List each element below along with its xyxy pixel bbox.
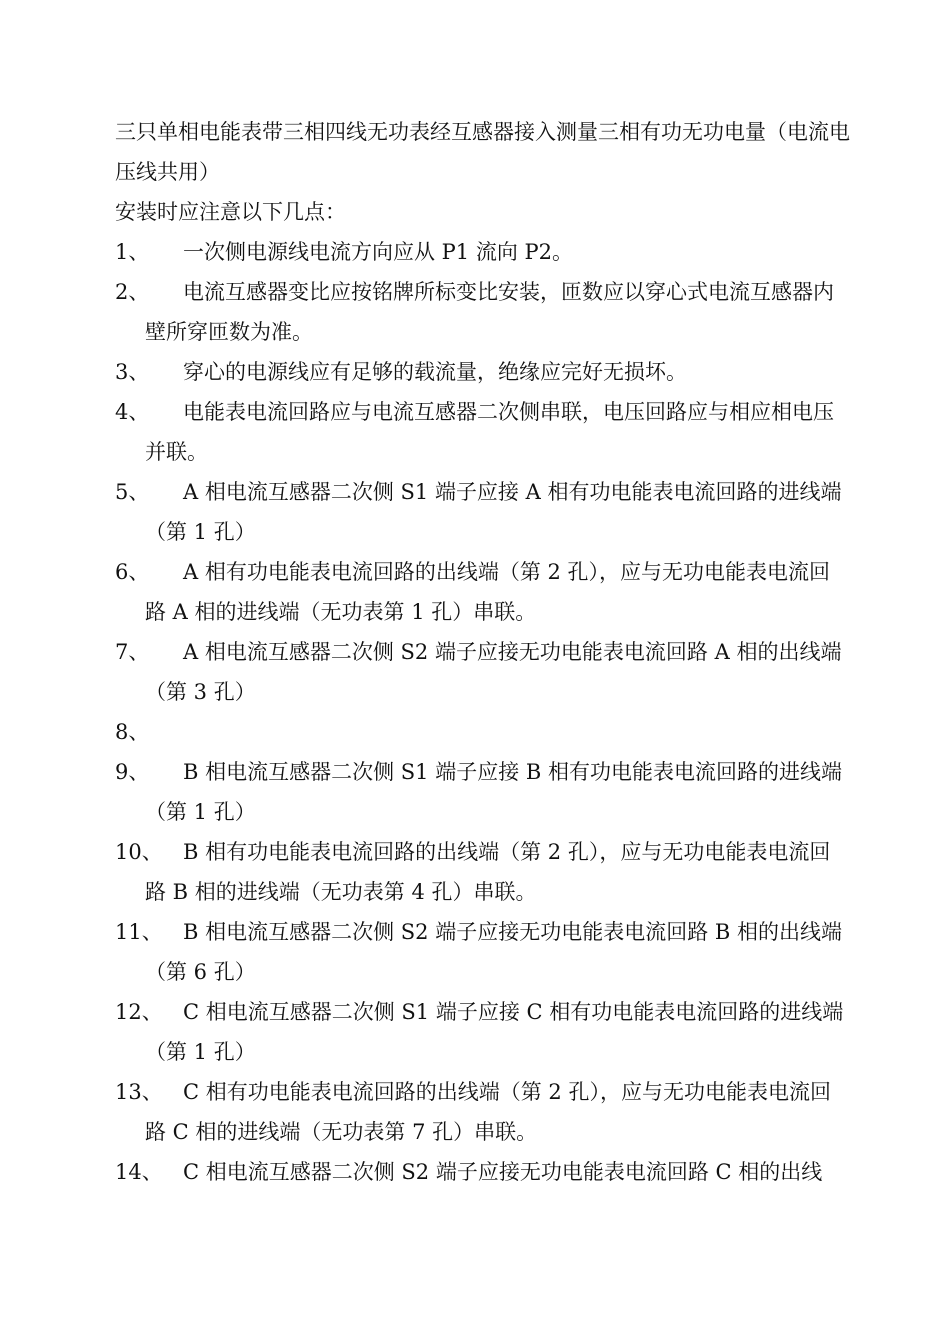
list-item: [115, 1072, 850, 1152]
list-item-text: C 相有功电能表电流回路的出线端（第 2 孔），应与无功电能表电流回路 C 相的进线端（无功表第 7 孔）串联。: [145, 1080, 831, 1144]
list-item-text: 一次侧电源线电流方向应从 P1 流向 P2。: [183, 240, 574, 264]
list-item-number: 1、: [115, 240, 150, 264]
list-item-number: 10、: [115, 840, 163, 864]
list-item: [115, 832, 850, 912]
list-item: [115, 392, 850, 472]
list-item-number: 11、: [115, 920, 163, 944]
list-item: [115, 912, 850, 992]
list-item-number: 13、: [115, 1080, 163, 1104]
list-item: [115, 992, 850, 1072]
list-item-number: 6、: [115, 560, 150, 584]
list-item-text: B 相电流互感器二次侧 S2 端子应接无功电能表电流回路 B 相的出线端（第 6 孔）: [145, 920, 842, 984]
list-item-number: 3、: [115, 360, 150, 384]
list-item: [115, 472, 850, 552]
list-item-number: 12、: [115, 1000, 163, 1024]
list-item-text: B 相电流互感器二次侧 S1 端子应接 B 相有功电能表电流回路的进线端（第 1 孔）: [145, 760, 842, 824]
list-item-text: A 相有功电能表电流回路的出线端（第 2 孔），应与无功电能表电流回路 A 相的进线端（无功表第 1 孔）串联。: [145, 560, 831, 624]
instruction-list: [115, 232, 850, 1192]
document-body: [115, 112, 850, 1192]
list-item-text: [145, 712, 850, 752]
list-item-number: 5、: [115, 480, 150, 504]
list-item: [115, 752, 850, 832]
list-item-number: 14、: [115, 1160, 163, 1184]
list-item-text: C 相电流互感器二次侧 S1 端子应接 C 相有功电能表电流回路的进线端（第 1 孔）: [145, 1000, 844, 1064]
list-item-text: C 相电流互感器二次侧 S2 端子应接无功电能表电流回路 C 相的出线: [183, 1160, 823, 1184]
list-item: [115, 712, 850, 752]
list-item-number: 9、: [115, 760, 150, 784]
list-item-number: 7、: [115, 640, 150, 664]
list-item: [115, 552, 850, 632]
list-item: [115, 352, 850, 392]
list-item: [115, 1152, 850, 1192]
list-item-text: A 相电流互感器二次侧 S2 端子应接无功电能表电流回路 A 相的出线端（第 3 孔）: [145, 640, 842, 704]
list-item-text: A 相电流互感器二次侧 S1 端子应接 A 相有功电能表电流回路的进线端（第 1 孔）: [145, 480, 842, 544]
document-intro: 安装时应注意以下几点：: [115, 200, 346, 224]
list-item: [115, 632, 850, 712]
list-item-text: 电流互感器变比应按铭牌所标变比安装，匝数应以穿心式电流互感器内壁所穿匝数为准。: [145, 280, 834, 344]
list-item: [115, 232, 850, 272]
list-item-text: 穿心的电源线应有足够的载流量，绝缘应完好无损坏。: [183, 360, 687, 384]
document-title: 三只单相电能表带三相四线无功表经互感器接入测量三相有功无功电量（电流电压线共用）: [115, 120, 850, 184]
list-item-number: 2、: [115, 280, 150, 304]
list-item-number: 8、: [115, 720, 150, 744]
list-item: [115, 272, 850, 352]
list-item-number: 4、: [115, 400, 150, 424]
list-item-text: B 相有功电能表电流回路的出线端（第 2 孔），应与无功电能表电流回路 B 相的进线端（无功表第 4 孔）串联。: [145, 840, 831, 904]
list-item-text: 电能表电流回路应与电流互感器二次侧串联，电压回路应与相应相电压并联。: [145, 400, 834, 464]
